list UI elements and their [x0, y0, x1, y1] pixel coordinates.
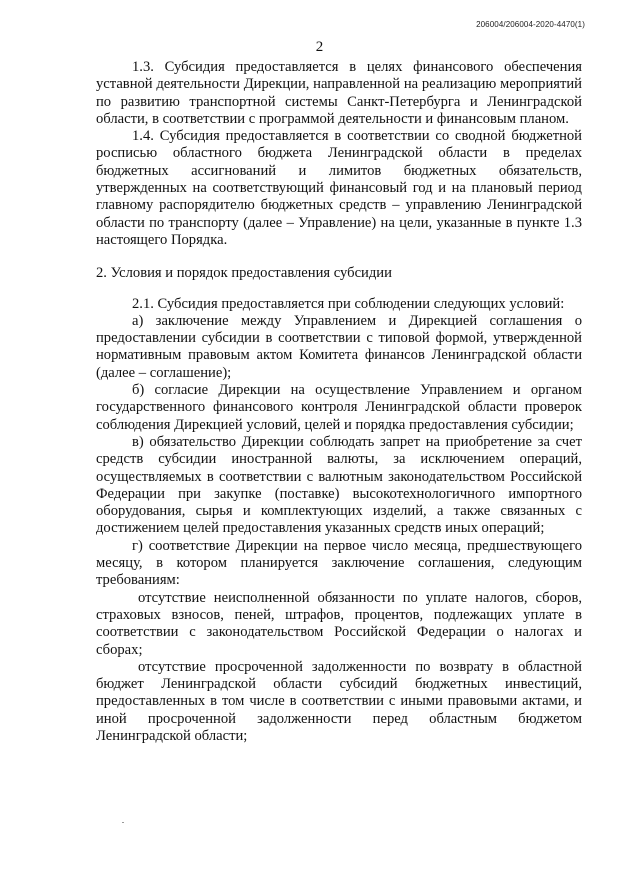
- requirement-debt: отсутствие просроченной задолженности по возврату в областной бюджет Ленинградской области субсидий бюджетных инвестиций, предоставленных в том числе в соответствии с иными правовыми актами, и иной просроченной задолженности перед областным бюджетом Ленинградской области;: [96, 658, 582, 744]
- paragraph-1-3: 1.3. Субсидия предоставляется в целях финансового обеспечения уставной деятельности Дирекции, направленной на реализацию мероприятий по развитию транспортной системы Санкт-Петербурга и Ленинградской области, в соответствии с программой деятельности и финансовым планом.: [96, 59, 582, 127]
- paragraph-2-1: 2.1. Субсидия предоставляется при соблюдении следующих условий:: [132, 295, 565, 312]
- document-id: 206004/206004-2020-4470(1): [476, 20, 585, 29]
- document-body: [96, 59, 582, 745]
- paragraph-1-4: 1.4. Субсидия предоставляется в соответствии со сводной бюджетной росписью областного бюджета Ленинградской области в пределах бюджетных ассигнований и лимитов бюджетных обязательств, утвержденных на соответствующий финансовый год и на плановый период главному распорядителю бюджетных средств – управлению Ленинградской области по транспорту (далее – Управление) на цели, указанные в пункте 1.3 настоящего Порядка.: [96, 128, 582, 248]
- condition-a: а) заключение между Управлением и Дирекцией соглашения о предоставлении субсидии в соответствии с типовой формой, утвержденной нормативным правовым актом Комитета финансов Ленинградской области (далее – соглашение);: [96, 312, 582, 381]
- page-number: 2: [315, 39, 324, 55]
- requirement-taxes: отсутствие неисполненной обязанности по уплате налогов, сборов, страховых взносов, пеней, штрафов, процентов, подлежащих уплате в соответствии с законодательством Российской Федерации о налогах и сборах;: [96, 589, 582, 658]
- section-heading: 2. Условия и порядок предоставления субсидии: [96, 265, 392, 282]
- condition-g: г) соответствие Дирекции на первое число месяца, предшествующего месяцу, в котором планируется заключение соглашения, следующим требованиям:: [96, 537, 582, 589]
- scan-speck: [122, 822, 124, 823]
- condition-b: б) согласие Дирекции на осуществление Управлением и органом государственного финансового контроля Ленинградской области проверок соблюдения Дирекцией условий, целей и порядка предоставления субсидии;: [96, 382, 582, 433]
- condition-v: в) обязательство Дирекции соблюдать запрет на приобретение за счет средств субсидии иностранной валюты, за исключением операций, осуществляемых в соответствии с валютным законодательством Российской Федерации при закупке (поставке) высокотехнологичного импортного оборудования, сырья и комплектующих изделий, а также связанных с достижением целей предоставления указанных средств иных операций;: [96, 433, 582, 537]
